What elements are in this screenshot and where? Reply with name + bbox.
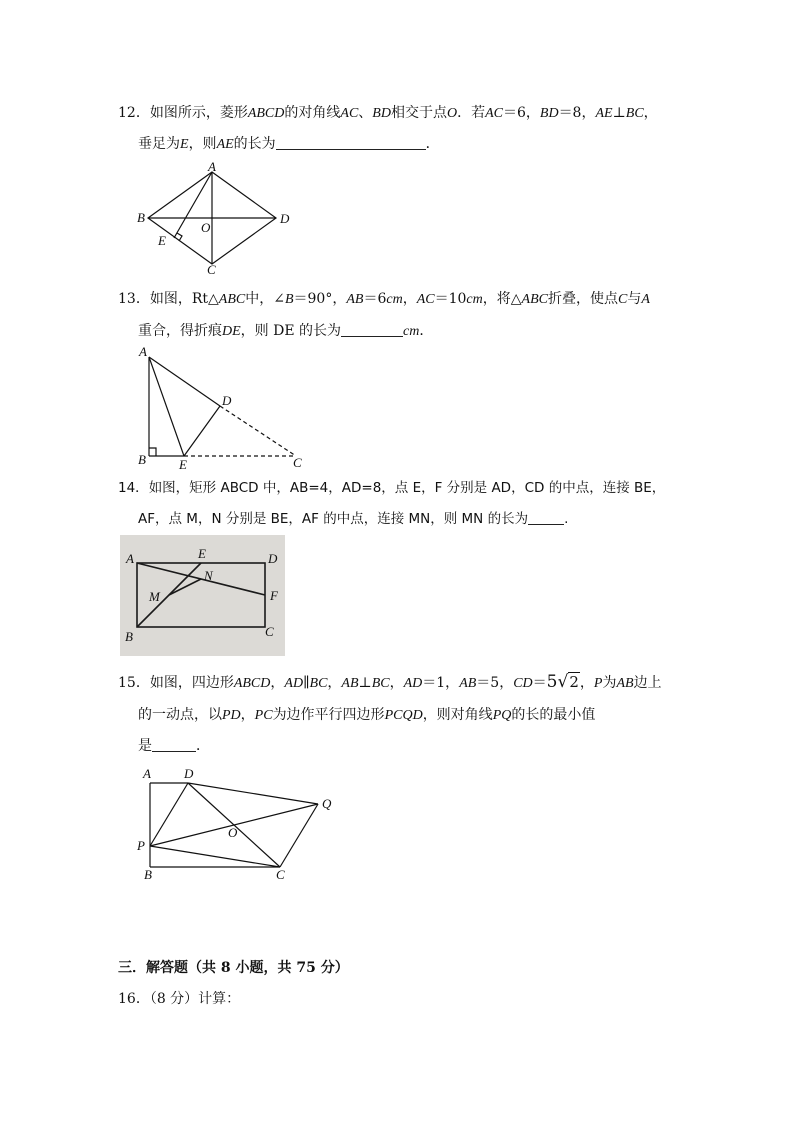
- q15-line2: 的一动点，以PD，PC为边作平行四边形PCQD，则对角线PQ的长的最小值: [138, 707, 596, 723]
- q15-sqrt-sign: √: [557, 672, 569, 692]
- q13-dashed-dc: [220, 406, 296, 456]
- q15-label-d: D: [184, 766, 194, 781]
- q13-label-d: D: [222, 393, 232, 408]
- q14-rectangle-figure: [120, 535, 285, 656]
- q13-right-angle-mark: [149, 448, 156, 456]
- q12-label-d: D: [280, 211, 290, 226]
- q15-label-a: A: [143, 766, 151, 781]
- q15-label-o: O: [228, 825, 238, 840]
- q13-label-b: B: [138, 452, 146, 467]
- q12-line2: 垂足为E，则AE的长为 ．: [138, 136, 440, 152]
- q14-label-a: A: [126, 551, 134, 566]
- q16-line: 16．（8 分）计算：: [118, 991, 241, 1007]
- q13-label-c: C: [293, 455, 302, 470]
- q14-line1: 14．如图，矩形 ABCD 中，AB=4，AD=8，点 E，F 分别是 AD，CD 的中点，连接 BE，: [118, 480, 666, 496]
- q14-label-b: B: [125, 629, 133, 644]
- q13-line2: 重合，得折痕DE，则 DE 的长为 cm．: [138, 323, 434, 339]
- q12-label-o: O: [201, 220, 211, 235]
- q15-label-c: C: [276, 867, 285, 882]
- q15-quadrilateral-figure: [134, 764, 344, 886]
- q15-side-pd: [150, 783, 188, 846]
- q12-label-b: B: [137, 210, 145, 225]
- q12-line1: 12．如图所示，菱形ABCD的对角线AC、BD相交于点O．若AC＝6，BD＝8，AE⊥BC，: [118, 105, 658, 121]
- q13-label-e: E: [179, 457, 187, 472]
- q15-sqrt-coefficient: 5: [546, 672, 558, 692]
- q14-label-n: N: [204, 568, 213, 583]
- q12-rhombus-figure: [130, 160, 300, 280]
- q12-answer-blank[interactable]: [276, 135, 426, 150]
- section-title: 三．解答题（共 8 小题，共 75 分）: [118, 960, 349, 976]
- q15-side-cq: [280, 804, 318, 867]
- q15-sqrt-radicand: 2: [569, 673, 579, 691]
- q15-label-p: P: [137, 838, 145, 853]
- q15-line1: 15．如图，四边形ABCD，AD∥BC，AB⊥BC，AD＝1，AB＝5，CD＝5√2，P为AB边上: [118, 672, 662, 692]
- q13-label-a: A: [139, 344, 147, 359]
- q14-label-d: D: [268, 551, 278, 566]
- q14-segment-mn: [169, 579, 201, 595]
- q15-label-b: B: [144, 867, 152, 882]
- q12-label-a: A: [208, 159, 216, 174]
- q13-answer-blank[interactable]: [341, 322, 403, 337]
- q13-segment-ae: [149, 357, 184, 456]
- q13-line1: 13．如图，Rt△ABC中，∠B＝90°，AB＝6cm，AC＝10cm，将△ABC折叠，使点C与A: [118, 291, 650, 307]
- q14-line2: AF，点 M，N 分别是 BE，AF 的中点，连接 MN，则 MN 的长为 .: [138, 511, 569, 527]
- q13-crease-de: [184, 406, 220, 456]
- q14-label-m: M: [149, 589, 160, 604]
- q14-label-c: C: [265, 624, 274, 639]
- q14-answer-blank[interactable]: [528, 510, 564, 525]
- q14-label-e: E: [198, 546, 206, 561]
- q12-label-c: C: [207, 262, 216, 277]
- q13-segment-ad: [149, 357, 220, 406]
- q15-line3: 是 ．: [138, 738, 210, 754]
- q14-label-f: F: [270, 588, 278, 603]
- q15-answer-blank[interactable]: [152, 737, 196, 752]
- q12-label-e: E: [158, 233, 166, 248]
- q13-triangle-figure: [134, 344, 314, 472]
- q15-label-q: Q: [322, 796, 332, 811]
- q14-photo-figure: [120, 535, 285, 656]
